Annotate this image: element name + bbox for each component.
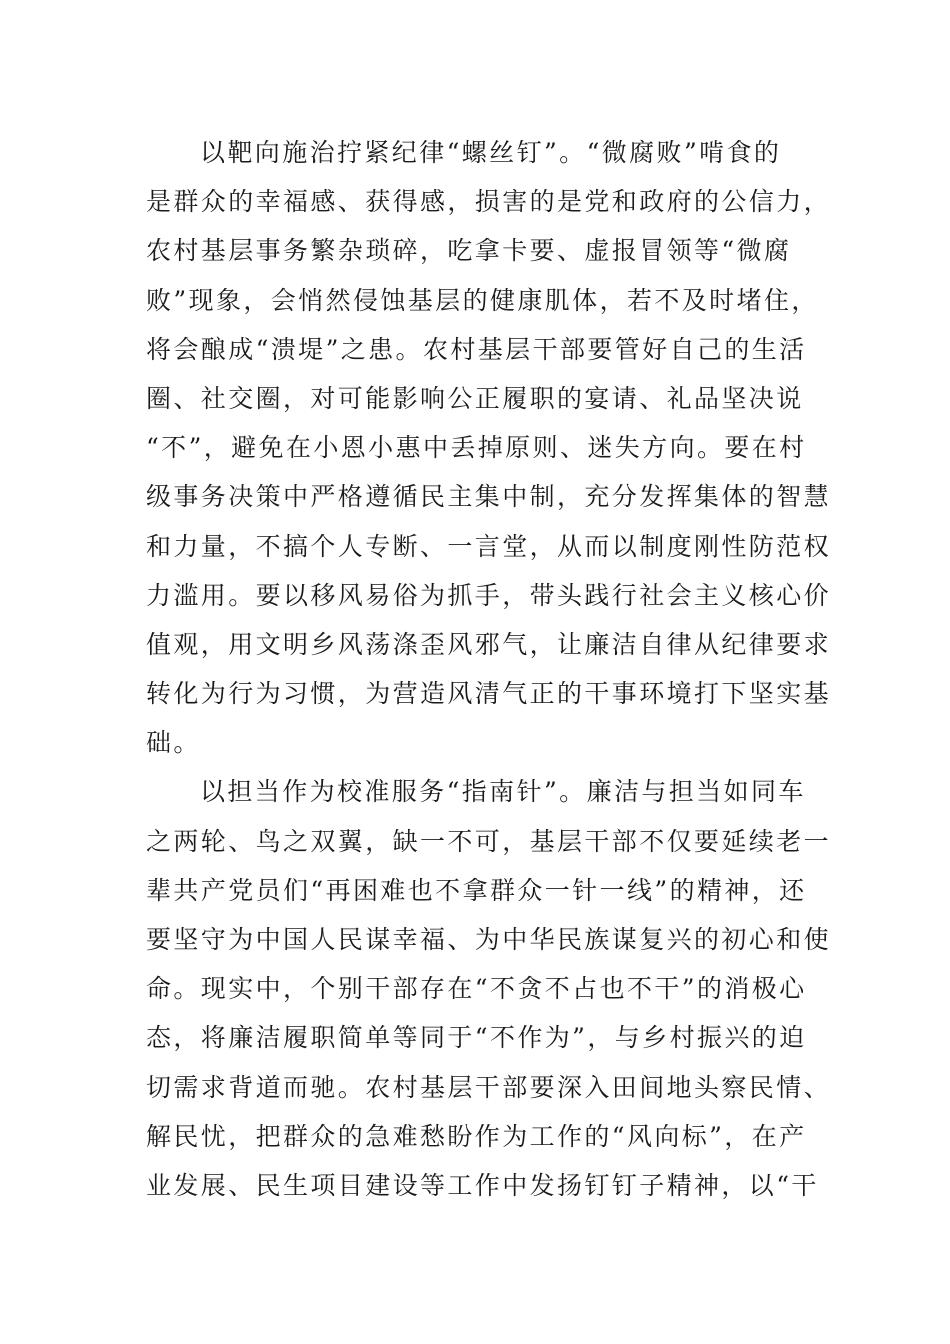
text-line: “不”，避免在小恩小惠中丢掉原则、迷失方向。要在村 bbox=[146, 433, 807, 463]
text-line: 农村基层事务繁杂琐碎，吃拿卡要、虚报冒领等“微腐 bbox=[146, 236, 792, 266]
paragraph-responsibility bbox=[146, 767, 832, 1210]
text-line: 和力量，不搞个人专断、一言堂，从而以制度刚性防范权 bbox=[146, 531, 832, 561]
text-line: 圈、社交圈，对可能影响公正履职的宴请、礼品坚决说 bbox=[146, 383, 804, 413]
text-line: 败”现象，会悄然侵蚀基层的健康肌体，若不及时堵住， bbox=[146, 285, 819, 315]
text-line: 之两轮、鸟之双翼，缺一不可，基层干部不仅要延续老一 bbox=[146, 826, 832, 856]
paragraph-discipline bbox=[146, 128, 832, 767]
text-line: 级事务决策中严格遵循民主集中制，充分发挥集体的智慧 bbox=[146, 482, 832, 512]
text-line: 命。现实中，个别干部存在“不贪不占也不干”的消极心 bbox=[146, 974, 807, 1004]
text-line: 将会酿成“溃堤”之患。农村基层干部要管好自己的生活 bbox=[146, 334, 807, 364]
text-line: 解民忧，把群众的急难愁盼作为工作的“风向标”，在产 bbox=[146, 1121, 807, 1151]
text-line: 转化为行为习惯，为营造风清气正的干事环境打下坚实基 bbox=[146, 679, 832, 709]
text-line: 要坚守为中国人民谋幸福、为中华民族谋复兴的初心和使 bbox=[146, 925, 832, 954]
text-line: 以担当作为校准服务“指南针”。廉洁与担当如同车 bbox=[200, 777, 806, 807]
text-line: 值观，用文明乡风荡涤歪风邪气，让廉洁自律从纪律要求 bbox=[146, 629, 832, 659]
text-line: 是群众的幸福感、获得感，损害的是党和政府的公信力， bbox=[146, 187, 832, 217]
text-line: 切需求背道而驰。农村基层干部要深入田间地头察民情、 bbox=[146, 1072, 832, 1102]
text-line: 力滥用。要以移风易俗为抓手，带头践行社会主义核心价 bbox=[146, 580, 832, 610]
text-line: 辈共产党员们“再困难也不拿群众一针一线”的精神，还 bbox=[146, 875, 807, 905]
text-line: 业发展、民生项目建设等工作中发扬钉钉子精神，以“干 bbox=[146, 1170, 819, 1200]
body-text bbox=[146, 128, 832, 1210]
text-line: 以靶向施治拧紧纪律“螺丝钉”。“微腐败”啃食的 bbox=[200, 138, 782, 167]
text-line: 态，将廉洁履职简单等同于“不作为”，与乡村振兴的迫 bbox=[146, 1023, 807, 1053]
text-line: 础。 bbox=[146, 728, 201, 758]
